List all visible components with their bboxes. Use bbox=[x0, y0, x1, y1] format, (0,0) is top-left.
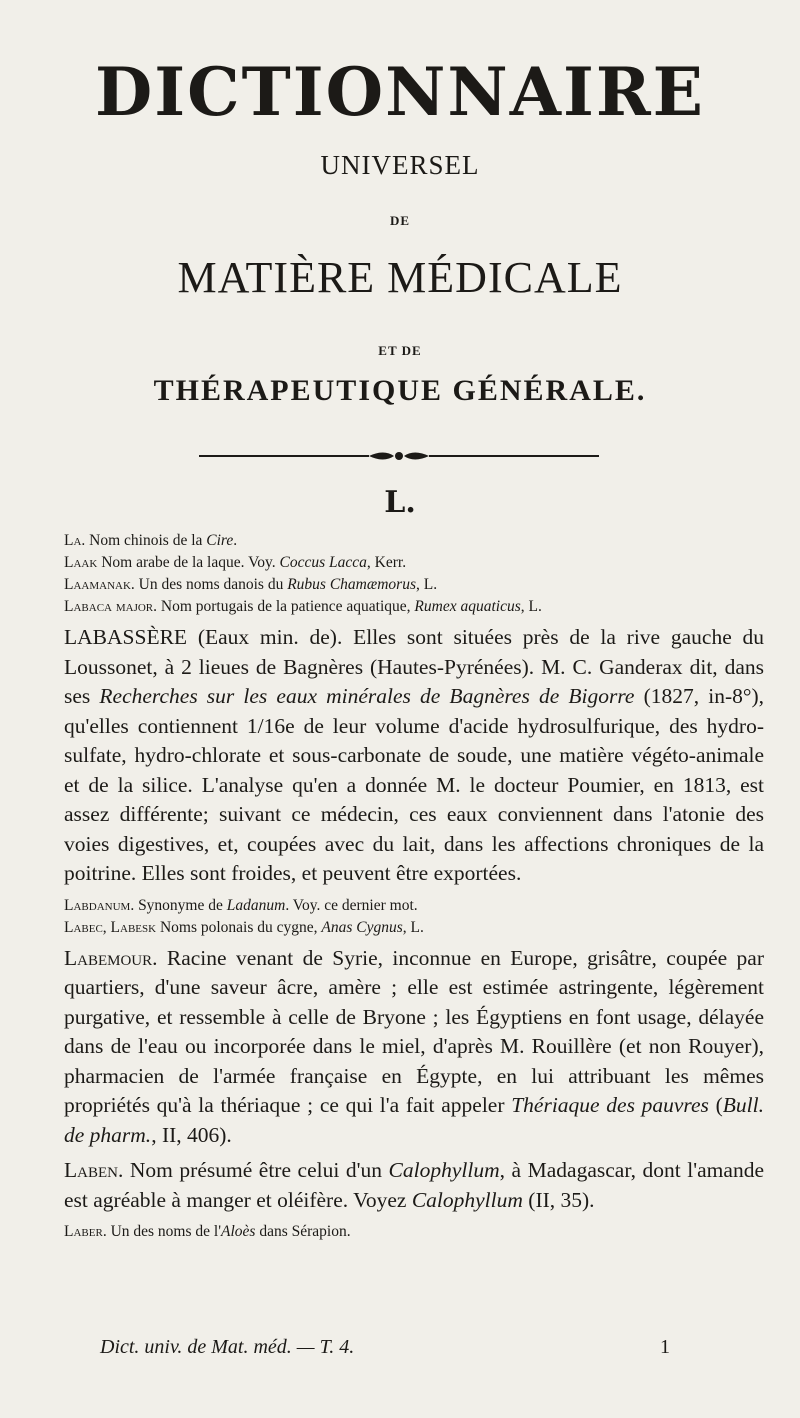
entry-end: . Voy. ce dernier mot. bbox=[285, 896, 418, 914]
entry-text: (II, 35). bbox=[522, 1187, 595, 1212]
entry-text: (Eaux min. de). Elles sont situées près de la rive gauche du Loussonet, à 2 lieues de Bagnères (Hautes-Pyrénées). M. C. Ganderax dit, dans ses bbox=[64, 625, 764, 708]
entry-italic: Rumex aquaticus bbox=[414, 598, 521, 615]
entry-labec bbox=[64, 917, 764, 939]
entry-end: , L. bbox=[520, 598, 542, 615]
entry-text: . Nom présumé être celui d'un bbox=[117, 1158, 389, 1182]
entry-end: , Kerr. bbox=[366, 554, 407, 571]
entry-text: . Nom portugais de la patience aquatique, bbox=[153, 598, 415, 615]
entry-name: Laamanak bbox=[64, 576, 131, 593]
entry-italic: Cire bbox=[206, 532, 234, 549]
section-letter: L. bbox=[384, 485, 416, 520]
entry-italic: Anas Cygnus bbox=[321, 918, 403, 936]
signature-line: Dict. univ. de Mat. méd. — T. 4. bbox=[100, 1336, 355, 1358]
entry-laben bbox=[64, 1156, 764, 1215]
entry-laak bbox=[64, 552, 764, 574]
entry-text: . Un des noms danois du bbox=[130, 576, 288, 593]
entry-italic: Bull. de pharm. bbox=[64, 1093, 764, 1147]
entry-end: . bbox=[233, 532, 238, 549]
ornament-divider-icon bbox=[199, 448, 599, 464]
page-number: 1 bbox=[660, 1336, 670, 1358]
entry-labassere bbox=[64, 623, 764, 889]
entry-text: ( bbox=[708, 1093, 723, 1117]
entry-text: . Racine venant de Syrie, inconnue en Europe, grisâtre, coupée par quartiers, d'une saveur âcre, amère ; elle est estimée astringente, légèrement purgative, et ressemble à celle de Bryone ; les Égyptiens en font usage, délayée dans de l'eau ou incorporée dans le miel, d'après M. Rouillère (et non Rouyer), pharmacien de l'armée française en Égypte, en lui attribuant les mêmes propriétés qu'à la thériaque ; ce qui l'a fait appeler bbox=[64, 945, 764, 1117]
entry-italic: Coccus Lacca bbox=[279, 554, 367, 571]
title-dictionnaire: DICTIONNAIRE bbox=[94, 53, 705, 131]
entry-text: , II, 406). bbox=[151, 1122, 232, 1147]
entry-italic: Recherches sur les eaux minérales de Bagnères de Bigorre bbox=[99, 684, 635, 708]
entry-name: La bbox=[64, 532, 82, 549]
subtitle-et-de: ET DE bbox=[378, 343, 422, 358]
entry-name: Labaca major bbox=[64, 598, 154, 615]
entry-text: . Synonyme de bbox=[130, 896, 227, 914]
entry-text: , à Madagascar, dont l'amande est agréable à manger et oléifère. Voyez bbox=[64, 1158, 764, 1212]
entry-name: Laber bbox=[64, 1223, 103, 1240]
entry-name: Labdanum bbox=[64, 896, 131, 914]
entry-laamanak bbox=[64, 574, 764, 596]
entry-labemour bbox=[64, 944, 764, 1151]
entry-italic: Calophyllum bbox=[411, 1187, 523, 1212]
entry-end: , L. bbox=[402, 918, 424, 936]
entry-name: Labec, Labesk bbox=[64, 918, 157, 936]
entry-labdanum bbox=[64, 895, 764, 917]
entry-laber bbox=[64, 1221, 764, 1243]
entry-name: LABASSÈRE bbox=[64, 625, 188, 649]
entry-text: . Nom chinois de la bbox=[81, 532, 207, 549]
entry-text: . Un des noms de l' bbox=[102, 1223, 221, 1240]
entry-italic: Rubus Chamæmorus bbox=[287, 576, 416, 593]
entry-text: (1827, in-8°), qu'elles contiennent 1/16e de leur volume d'acide hydrosulfurique, des hydro-sulfate, hydro-chlorate et sous-carbonate de soude, une matière végéto-animale et de la silice. L'analyse qu'en a donnée M. le docteur Poumier, en 1813, est assez différente; suivant ce médecin, ces eaux conviennent dans l'atonie des voies digestives, et, coupées avec du lait, dans les affections chroniques de la poitrine. Elles sont froides, et peuvent être exportées. bbox=[64, 684, 764, 885]
entry-text: Nom arabe de la laque. Voy. bbox=[97, 554, 280, 571]
subtitle-universel: UNIVERSEL bbox=[320, 150, 480, 180]
entry-name: Labemour bbox=[64, 945, 153, 970]
entry-end: , L. bbox=[415, 576, 438, 593]
entry-labaca bbox=[64, 596, 764, 618]
entry-text: Noms polonais du cygne, bbox=[156, 918, 322, 936]
entry-la bbox=[64, 530, 764, 552]
subtitle-de: DE bbox=[389, 213, 411, 228]
entry-name: Laak bbox=[64, 554, 98, 571]
entries-body bbox=[64, 530, 764, 1243]
entry-italic: Calophyllum bbox=[388, 1158, 500, 1182]
subtitle-matiere-medicale: MATIÈRE MÉDICALE bbox=[177, 253, 623, 302]
subtitle-therapeutique: THÉRAPEUTIQUE GÉNÉRALE. bbox=[153, 374, 647, 407]
entry-end: dans Sérapion. bbox=[255, 1223, 351, 1240]
entry-italic: Ladanum bbox=[226, 896, 286, 914]
entry-italic: Aloès bbox=[221, 1223, 256, 1240]
entry-name: Laben bbox=[64, 1158, 118, 1182]
entry-italic: Thériaque des pauvres bbox=[511, 1093, 709, 1117]
